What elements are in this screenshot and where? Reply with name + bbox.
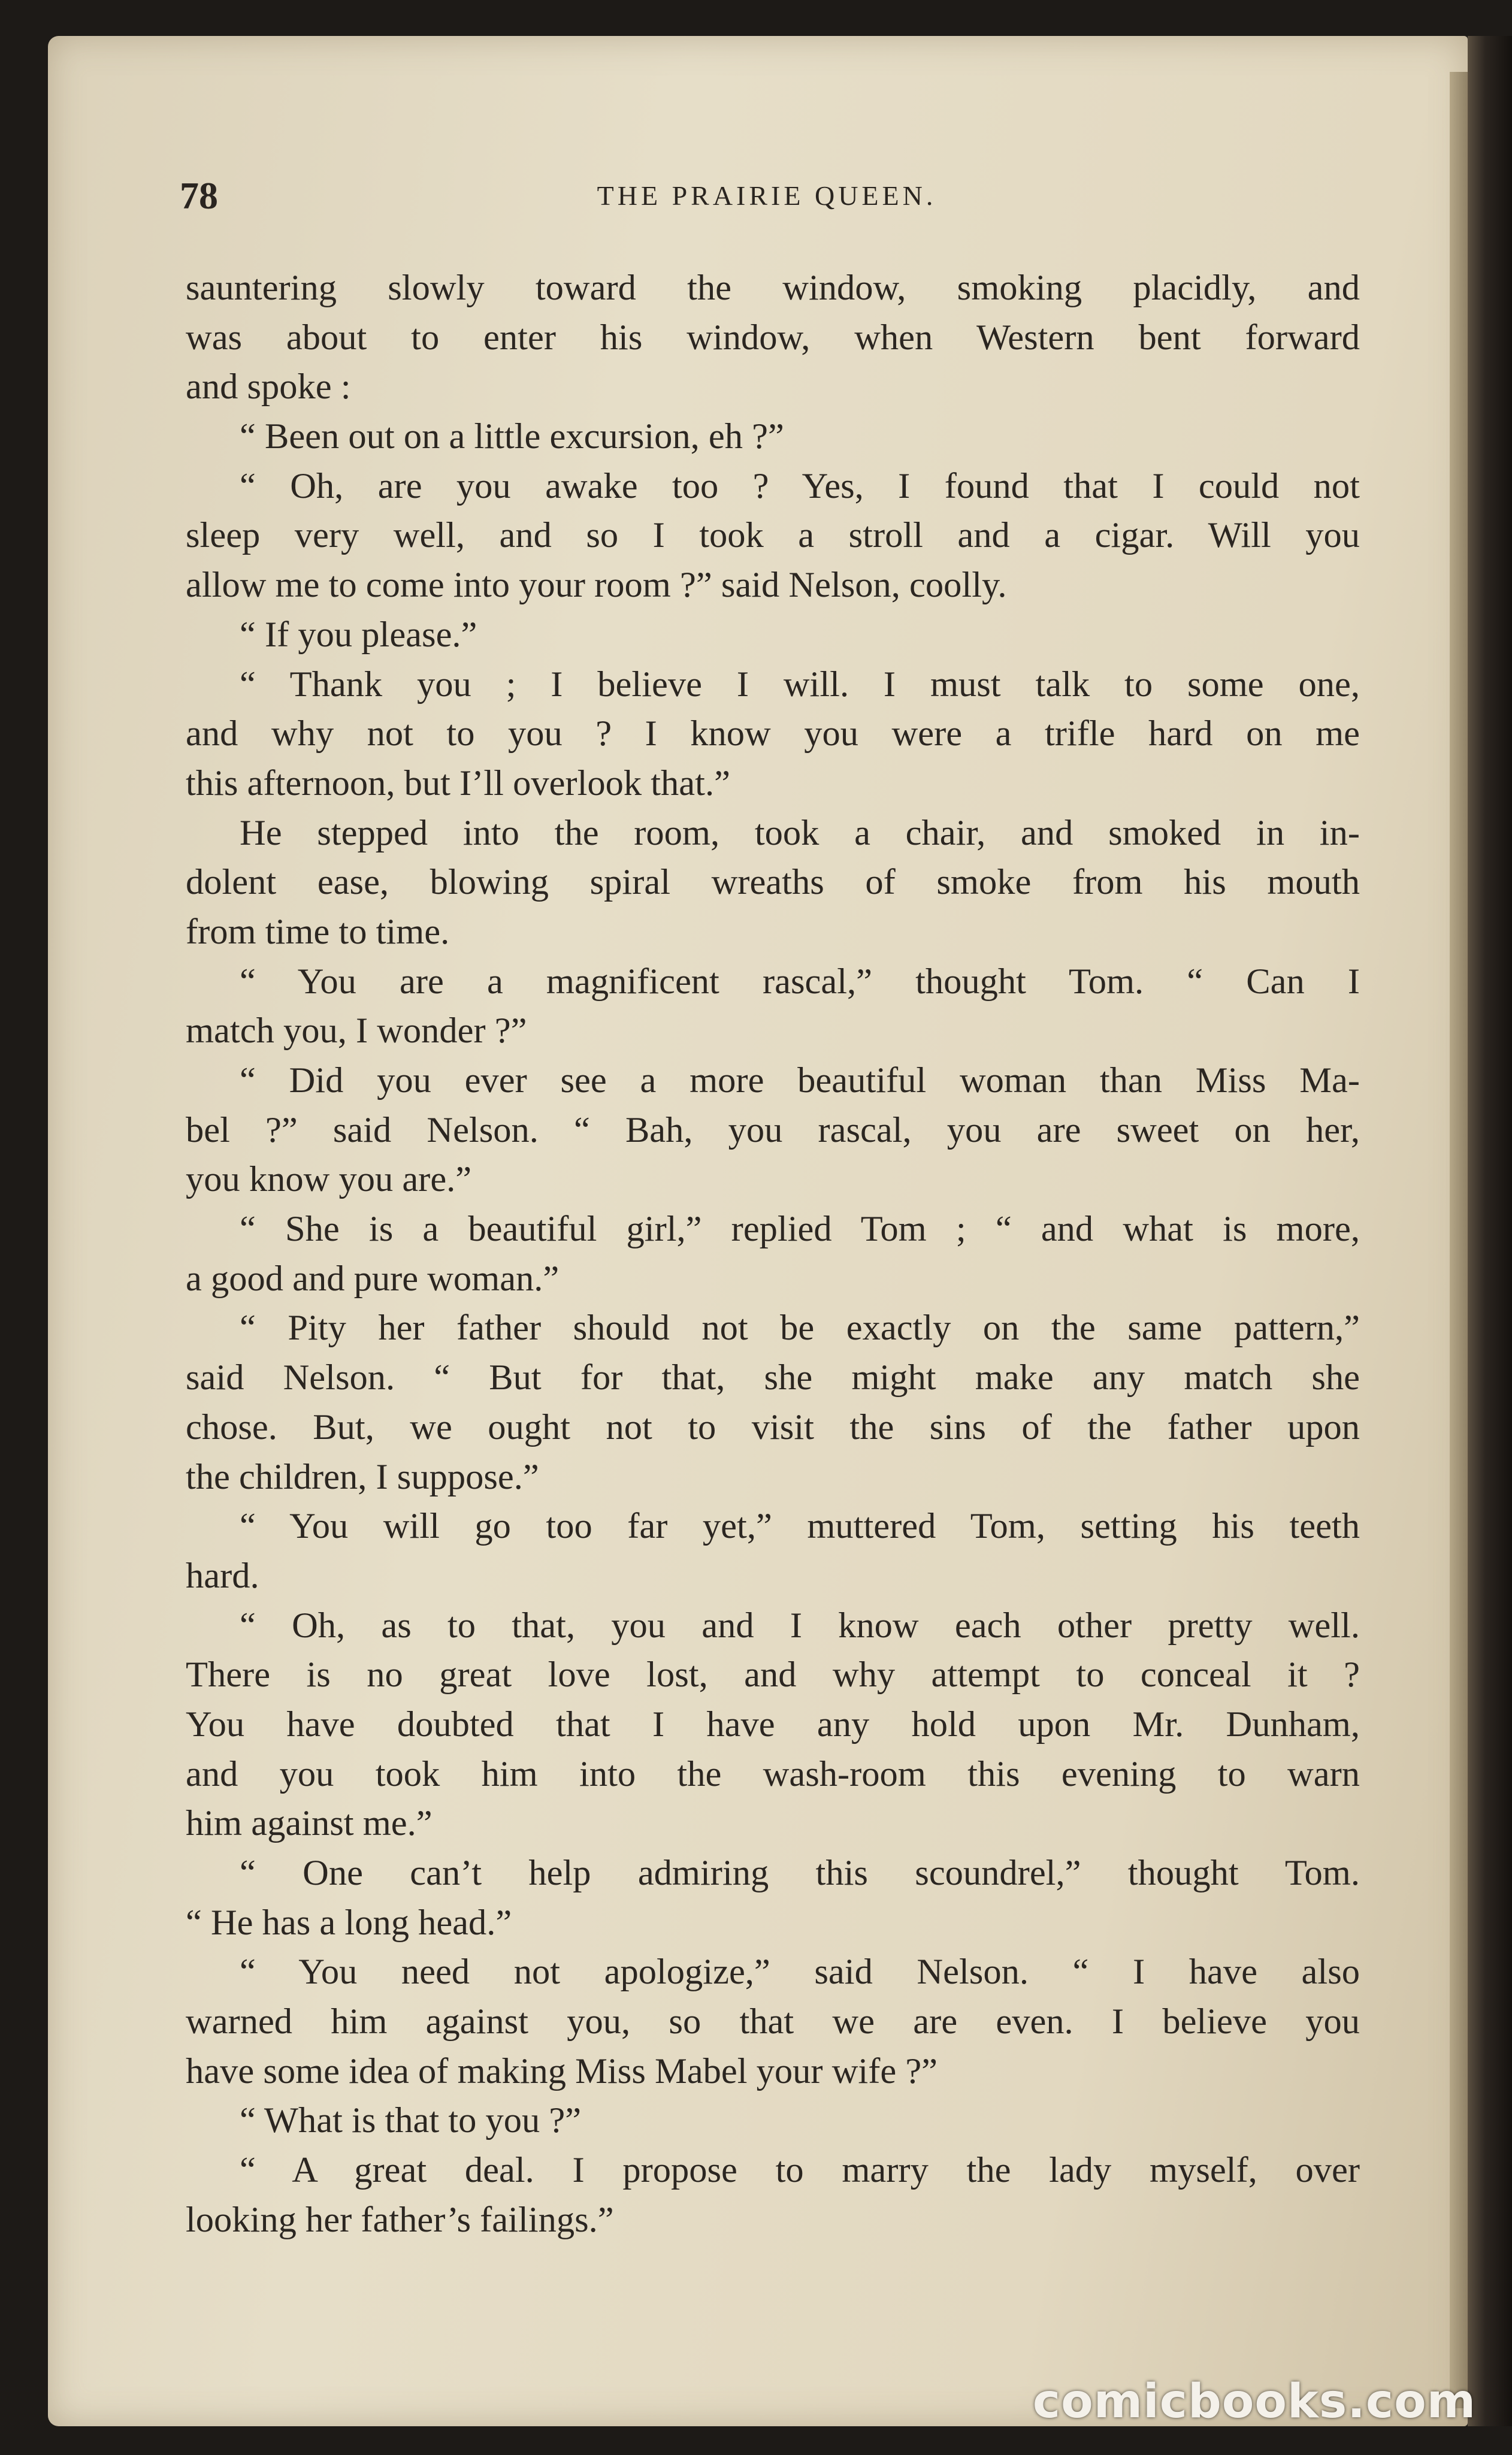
text-line: “ One can’t help admiring this scoundrel,” thought Tom. <box>240 1853 1360 1893</box>
text-line: “ If you please.” <box>240 614 477 655</box>
next-page-edge <box>1450 72 1468 2408</box>
text-line: match you, I wonder ?” <box>186 1011 527 1051</box>
book-binding <box>1468 36 1512 2426</box>
text-line: He stepped into the room, took a chair, and smoked in in- <box>240 812 1360 853</box>
text-line: was about to enter his window, when Western bent forward <box>186 317 1360 358</box>
text-line: said Nelson. “ But for that, she might make any match she <box>186 1357 1360 1398</box>
text-line: and spoke : <box>186 367 351 407</box>
text-line: warned him against you, so that we are even. I believe you <box>186 2002 1360 2042</box>
text-line: allow me to come into your room ?” said Nelson, coolly. <box>186 565 1007 606</box>
text-line: a good and pure woman.” <box>186 1258 560 1299</box>
text-line: the children, I suppose.” <box>186 1456 539 1497</box>
text-line: “ Pity her father should not be exactly on the same pattern,” <box>240 1308 1360 1349</box>
text-line: “ She is a beautiful girl,” replied Tom ; “ and what is more, <box>240 1209 1360 1250</box>
text-line: “ He has a long head.” <box>186 1902 512 1943</box>
text-line: this afternoon, but I’ll overlook that.” <box>186 763 730 803</box>
text-line: “ What is that to you ?” <box>240 2100 582 2141</box>
page-number: 78 <box>180 174 218 217</box>
text-line: “ Oh, are you awake too ? Yes, I found that I could not <box>240 465 1360 506</box>
text-line: “ You are a magnificent rascal,” thought Tom. “ Can I <box>240 961 1360 1002</box>
text-line: “ A great deal. I propose to marry the lady myself, over <box>240 2150 1360 2191</box>
body-text <box>186 264 1360 2245</box>
text-line: You have doubted that I have any hold upon Mr. Dunham, <box>186 1704 1360 1744</box>
text-line: “ Been out on a little excursion, eh ?” <box>240 416 784 457</box>
watermark: comicbooks.com <box>1032 2375 1476 2429</box>
text-line: bel ?” said Nelson. “ Bah, you rascal, you are sweet on her, <box>186 1109 1360 1150</box>
text-line: sauntering slowly toward the window, smoking placidly, and <box>186 268 1360 308</box>
text-line: “ You need not apologize,” said Nelson. “ I have also <box>240 1952 1360 1993</box>
text-line: you know you are.” <box>186 1159 472 1200</box>
text-line: sleep very well, and so I took a stroll and a cigar. Will you <box>186 515 1360 556</box>
text-line: and why not to you ? I know you were a trifle hard on me <box>186 713 1360 754</box>
text-line: “ Oh, as to that, you and I know each other pretty well. <box>240 1605 1360 1646</box>
text-line: and you took him into the wash-room this evening to warn <box>186 1753 1360 1794</box>
text-line: chose. But, we ought not to visit the sins of the father upon <box>186 1407 1360 1447</box>
text-line: There is no great love lost, and why attempt to conceal it ? <box>186 1655 1360 1695</box>
text-line: “ Did you ever see a more beautiful woman than Miss Ma- <box>240 1060 1360 1100</box>
text-line: have some idea of making Miss Mabel your wife ?” <box>186 2051 938 2091</box>
text-line: hard. <box>186 1555 259 1596</box>
text-line: him against me.” <box>186 1803 433 1844</box>
book-title: THE PRAIRIE QUEEN. <box>597 180 937 211</box>
text-line: looking her father’s failings.” <box>186 2199 614 2240</box>
text-line: “ Thank you ; I believe I will. I must talk to some one, <box>240 664 1360 705</box>
running-head <box>180 174 1354 228</box>
text-line: dolent ease, blowing spiral wreaths of smoke from his mouth <box>186 862 1360 903</box>
text-line: “ You will go too far yet,” muttered Tom, setting his teeth <box>240 1506 1360 1547</box>
text-line: from time to time. <box>186 911 450 952</box>
